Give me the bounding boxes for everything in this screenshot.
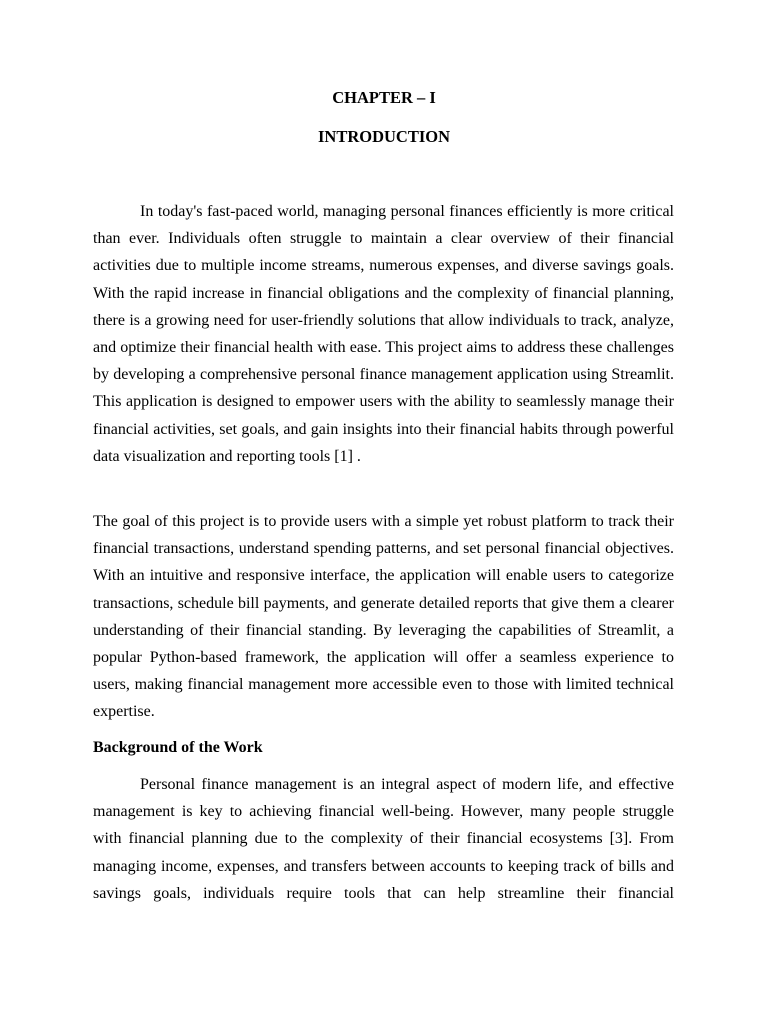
intro-paragraph-2: The goal of this project is to provide users with a simple yet robust platform to track their financial transactions, understand spending patterns, and set personal financial objectives. With an intuitive and responsive interface, the application will enable users to categorize transactions, schedule bill payments, and generate detailed reports that give them a clearer understanding of their financial standing. By leveraging the capabilities of Streamlit, a popular Python-based framework, the application will offer a seamless experience to users, making financial management more accessible even to those with limited technical expertise. bbox=[93, 513, 674, 721]
chapter-number: CHAPTER – I bbox=[332, 88, 436, 107]
intro-paragraph-1: In today's fast-paced world, managing personal finances efficiently is more critical than ever. Individuals often struggle to maintain a clear overview of their financial activities due to multiple income streams, numerous expenses, and diverse savings goals. With the rapid increase in financial obligations and the complexity of financial planning, there is a growing need for user-friendly solutions that allow individuals to track, analyze, and optimize their financial health with ease. This project aims to address these challenges by developing a comprehensive personal finance management application using Streamlit. This application is designed to empower users with the ability to seamlessly manage their financial activities, set goals, and gain insights into their financial habits through powerful data visualization and reporting tools [1] . bbox=[93, 203, 674, 465]
background-paragraph: Personal finance management is an integral aspect of modern life, and effective management is key to achieving financial well-being. However, many people struggle with financial planning due to the complexity of their financial ecosystems [3]. From managing income, expenses, and transfers between accounts to keeping track of bills and savings goals, individuals require tools that can help streamline their financial bbox=[93, 776, 674, 902]
chapter-title: INTRODUCTION bbox=[317, 127, 451, 146]
section-heading-background: Background of the Work bbox=[93, 739, 263, 756]
